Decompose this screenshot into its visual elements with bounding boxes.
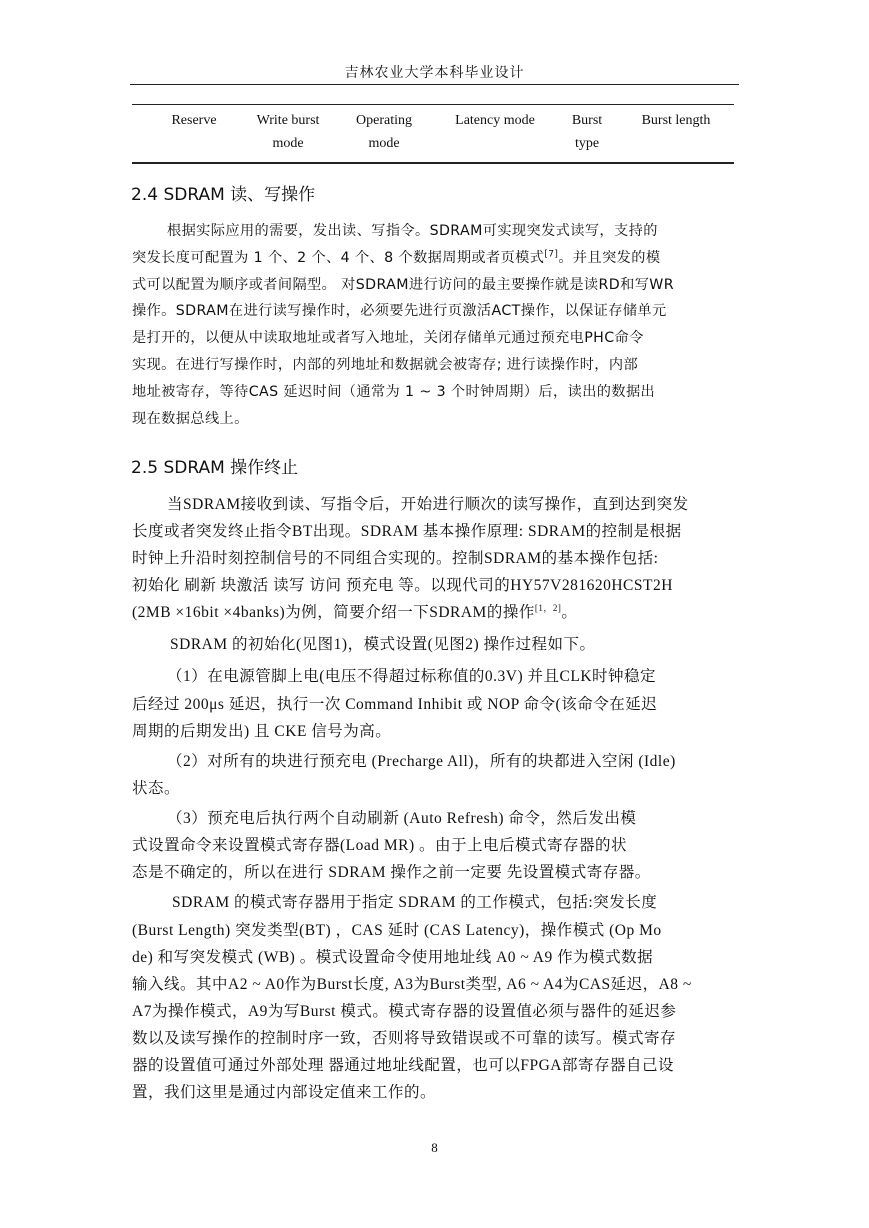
- paragraph-text: (2MB ×16bit ×4banks)为例，简要介绍一下SDRAM的操作: [132, 604, 535, 621]
- table-header-write-burst-mode: Write burst mode: [256, 113, 320, 151]
- paragraph-line: 周期的后期发出) 且 CKE 信号为高。: [132, 723, 392, 740]
- table-top-rule: [132, 104, 734, 105]
- paragraph-line: 初始化 刷新 块激活 读写 访问 预充电 等。以现代司的HY57V281620HCST2H: [132, 577, 673, 594]
- header-rule: [130, 84, 739, 85]
- table-header-latency-mode: Latency mode: [455, 113, 535, 128]
- paragraph-text: 。: [561, 604, 578, 621]
- paragraph-line: de) 和写突发模式 (WB) 。模式设置命令使用地址线 A0 ~ A9 作为模式数据: [132, 949, 654, 966]
- paragraph-text: 突发长度可配置为 1 个、2 个、4 个、8 个数据周期或者页模式: [132, 250, 545, 266]
- paragraph-line: 当SDRAM接收到读、写指令后，开始进行顺次的读写操作，直到达到突发: [167, 496, 689, 513]
- paragraph-line: 器的设置值可通过外部处理 器通过地址线配置，也可以FPGA部寄存器自己设: [132, 1057, 675, 1074]
- paragraph-line: 状态。: [132, 780, 181, 797]
- paragraph-line: 是打开的，以便从中读取地址或者写入地址，关闭存储单元通过预充电PHC命令: [132, 330, 644, 346]
- table-header-burst-type: Burst type: [571, 113, 603, 151]
- paragraph-line: SDRAM 的模式寄存器用于指定 SDRAM 的工作模式，包括:突发长度: [172, 894, 658, 911]
- paragraph-line: 根据实际应用的需要，发出读、写指令。SDRAM可实现突发式读写，支持的: [167, 223, 658, 239]
- paragraph-line: 式可以配置为顺序或者间隔型。 对SDRAM进行访问的最主要操作就是读RD和写WR: [132, 277, 674, 293]
- paragraph-line: SDRAM 的初始化(见图1)，模式设置(见图2) 操作过程如下。: [170, 636, 596, 653]
- paragraph-line: 态是不确定的，所以在进行 SDRAM 操作之前一定要 先设置模式寄存器。: [132, 864, 651, 881]
- paragraph-line: （1）在电源管脚上电(电压不得超过标称值的0.3V) 并且CLK时钟稳定: [167, 668, 657, 685]
- paragraph-line: A7为操作模式，A9为写Burst 模式。模式寄存器的设置值必须与器件的延迟参: [132, 1003, 677, 1020]
- paragraph-line: 长度或者突发终止指令BT出现。SDRAM 基本操作原理: SDRAM的控制是根据: [132, 523, 682, 540]
- section-heading-2-4: 2.4 SDRAM 读、写操作: [131, 185, 316, 205]
- paragraph-line: 置，我们这里是通过内部设定值来工作的。: [132, 1084, 437, 1101]
- paragraph-text: 。并且突发的模: [558, 250, 661, 266]
- paragraph-line: [132, 600, 577, 622]
- section-heading-2-5: 2.5 SDRAM 操作终止: [131, 458, 299, 478]
- paragraph-line: （3）预充电后执行两个自动刷新 (Auto Refresh) 命令，然后发出模: [167, 810, 637, 827]
- citation: [1，2]: [534, 602, 562, 613]
- citation: [7]: [544, 249, 559, 260]
- paragraph-line: 数以及读写操作的控制时序一致，否则将导致错误或不可靠的读写。模式寄存: [132, 1030, 677, 1047]
- paragraph-line: (Burst Length) 突发类型(BT) ，CAS 延时 (CAS Latency)，操作模式 (Op Mo: [132, 922, 662, 939]
- paragraph-line: [132, 247, 660, 267]
- table-header-operating-mode: Operating mode: [356, 113, 412, 151]
- paragraph-line: 时钟上升沿时刻控制信号的不同组合实现的。控制SDRAM的基本操作包括:: [132, 550, 659, 567]
- running-header: 吉林农业大学本科毕业设计: [344, 65, 525, 81]
- paragraph-line: 现在数据总线上。: [132, 411, 249, 427]
- paragraph-line: 实现。在进行写操作时，内部的列地址和数据就会被寄存; 进行读操作时，内部: [132, 357, 639, 373]
- paragraph-line: 地址被寄存，等待CAS 延迟时间（通常为 1 ~ 3 个时钟周期）后，读出的数据出: [132, 384, 656, 400]
- table-header-burst-length: Burst length: [641, 113, 711, 128]
- table-bottom-rule: [132, 162, 734, 164]
- page-number: 8: [431, 1140, 438, 1155]
- paragraph-line: 式设置命令来设置模式寄存器(Load MR) 。由于上电后模式寄存器的状: [132, 837, 628, 854]
- table-header-reserve: Reserve: [171, 113, 217, 128]
- paragraph-line: （2）对所有的块进行预充电 (Precharge All)，所有的块都进入空闲 (Idle): [167, 753, 676, 770]
- paragraph-line: 后经过 200μs 延迟，执行一次 Command Inhibit 或 NOP 命令(该命令在延迟: [132, 696, 658, 713]
- paragraph-line: 输入线。其中A2 ~ A0作为Burst长度, A3为Burst类型, A6 ~ A4为CAS延迟，A8 ~: [132, 976, 692, 993]
- paragraph-line: 操作。SDRAM在进行读写操作时，必须要先进行页激活ACT操作，以保证存储单元: [132, 303, 667, 319]
